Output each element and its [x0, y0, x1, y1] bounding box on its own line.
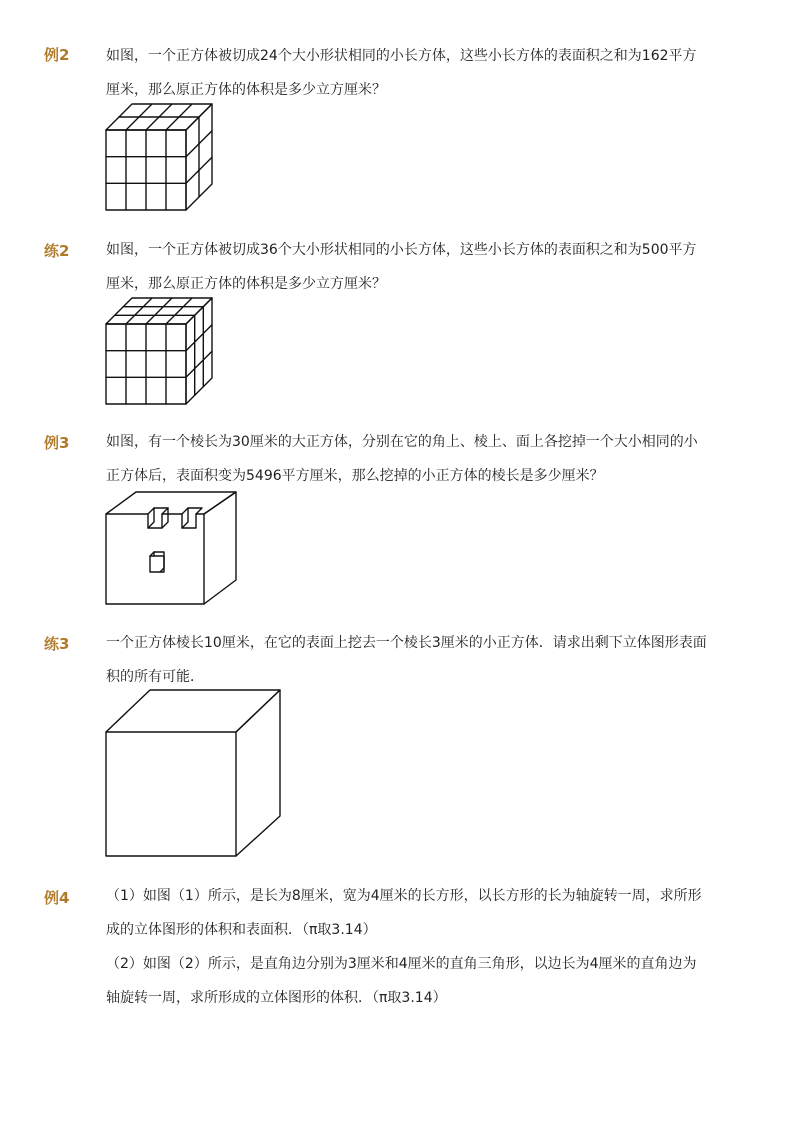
right-face	[186, 298, 212, 404]
cube-figure-plain	[104, 688, 284, 860]
problem-line: 如图，一个正方体被切成36个大小形状相同的小长方体，这些小长方体的表面积之和为500平方	[106, 242, 697, 258]
problem-tag-ex4: 例4	[44, 889, 70, 907]
problem-line: 积的所有可能．	[106, 669, 204, 685]
problem-text-pr3	[106, 626, 726, 694]
top-face	[106, 492, 236, 514]
cube-figure-36-pieces	[104, 296, 216, 408]
top-face	[106, 690, 280, 732]
problem-line: 如图，一个正方体被切成24个大小形状相同的小长方体，这些小长方体的表面积之和为162平方	[106, 48, 697, 64]
problem-tag-ex3: 例3	[44, 434, 70, 452]
cube-figure-carved	[104, 490, 240, 608]
problem-line: 如图，有一个棱长为30厘米的大正方体，分别在它的角上、棱上、面上各挖掉一个大小相同的小	[106, 434, 698, 450]
problem-line: 厘米，那么原正方体的体积是多少立方厘米？	[106, 276, 386, 292]
problem-line: 成的立体图形的体积和表面积．（π取3.14）	[106, 922, 377, 938]
problem-text-pr2	[106, 233, 726, 301]
problem-tag-pr3: 练3	[44, 635, 70, 653]
problem-line: 一个正方体棱长10厘米，在它的表面上挖去一个棱长3厘米的小正方体．请求出剩下立体图形表面	[106, 635, 707, 651]
problem-text-ex2	[106, 39, 726, 107]
problem-line: （2）如图（2）所示，是直角边分别为3厘米和4厘米的直角三角形，以边长为4厘米的直角边为	[106, 956, 697, 972]
right-face	[236, 690, 280, 856]
right-face	[204, 492, 236, 604]
front-face	[106, 732, 236, 856]
front-face	[106, 514, 204, 604]
cube-figure-24-pieces	[104, 102, 216, 214]
problem-tag-pr2: 练2	[44, 242, 70, 260]
problem-text-ex4	[106, 879, 746, 1015]
problem-tag-ex2: 例2	[44, 46, 70, 64]
problem-line: 厘米，那么原正方体的体积是多少立方厘米？	[106, 82, 386, 98]
problem-line: 轴旋转一周，求所形成的立体图形的体积．（π取3.14）	[106, 990, 447, 1006]
problem-text-ex3	[106, 425, 726, 493]
problem-line: （1）如图（1）所示，是长为8厘米，宽为4厘米的长方形，以长方形的长为轴旋转一周，求所形	[106, 888, 702, 904]
problem-line: 正方体后，表面积变为5496平方厘米，那么挖掉的小正方体的棱长是多少厘米？	[106, 468, 604, 484]
